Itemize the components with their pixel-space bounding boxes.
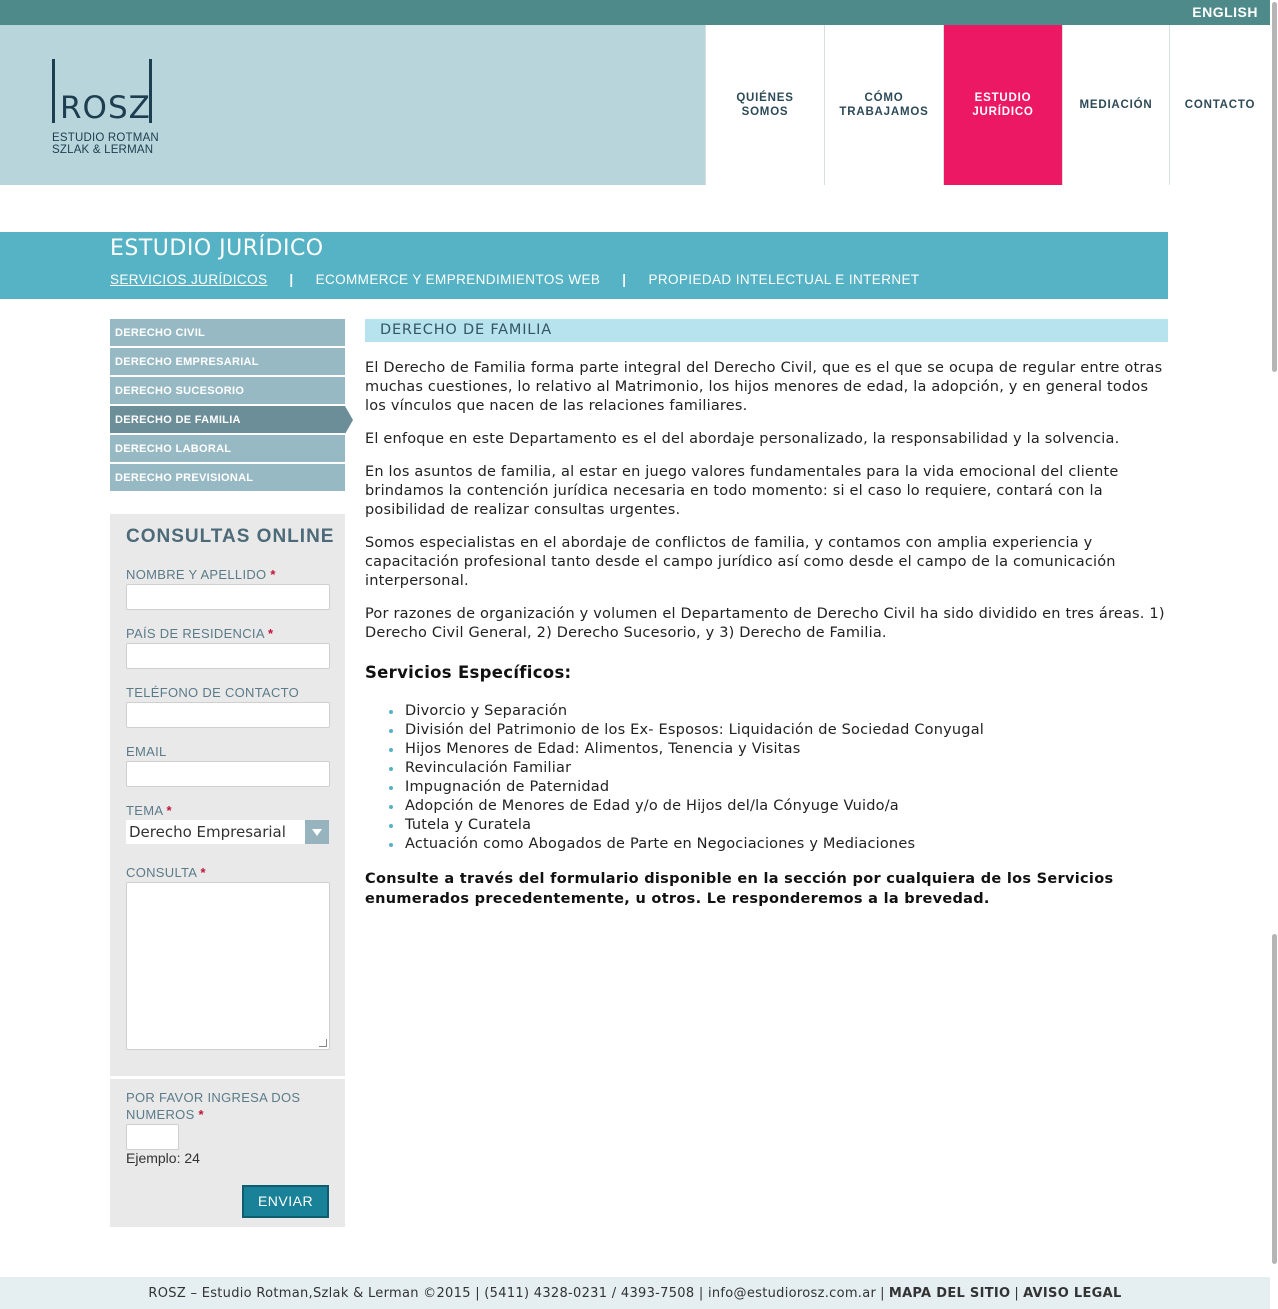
main-content [365,319,1168,909]
side-item-derecho-de-familia[interactable]: DERECHO DE FAMILIA [110,406,345,433]
topic-select[interactable] [126,820,329,844]
footer-sitemap-link[interactable]: MAPA DEL SITIO [888,1285,1011,1301]
subnav-separator: | [622,272,627,287]
services-list [365,702,1168,854]
service-item: Tutela y Curatela [389,816,1168,835]
sub-nav [110,272,920,287]
section-title: ESTUDIO JURÍDICO [110,236,324,261]
message-textarea[interactable] [126,882,330,1050]
resize-grip-icon[interactable] [319,1039,327,1047]
content-paragraph: Por razones de organización y volumen el Departamento de Derecho Civil ha sido dividido en tres áreas. 1) Derecho Civil General, 2) Derecho Sucesorio, y 3) Derecho de Familia. [365,606,1165,641]
required-mark: * [268,626,274,641]
subnav-servicios-juridicos[interactable]: SERVICIOS JURÍDICOS [110,272,268,287]
logo-subtitle [52,132,159,156]
name-input[interactable] [126,584,330,610]
logo-subtitle-line2: SZLAK & LERMAN [52,144,154,156]
nav-label: MEDIACIÓN [1079,99,1153,111]
content-paragraph: En los asuntos de familia, al estar en juego valores fundamentales para la vida emocional del cliente brindamos la contención jurídica necesaria en todo momento: si el caso lo requiere, contará con la posibilidad de realizar consultas urgentes. [365,464,1119,518]
content-paragraph: El enfoque en este Departamento es el del abordaje personalizado, la responsabilidad y la solvencia. [365,431,1120,447]
footer-legal-link[interactable]: AVISO LEGAL [1023,1285,1122,1301]
phone-input[interactable] [126,702,330,728]
service-item: Actuación como Abogados de Parte en Negociaciones y Mediaciones [389,835,1168,854]
contact-form [110,514,345,1076]
service-item: Revinculación Familiar [389,759,1168,778]
side-item-derecho-sucesorio[interactable]: DERECHO SUCESORIO [110,377,345,404]
captcha-label: POR FAVOR INGRESA DOS NUMEROS * [126,1090,301,1122]
footer-text: ROSZ – Estudio Rotman,Szlak & Lerman ©2015 | (5411) 4328-0231 / 4393-7508 | info@estudiorosz.com.ar [148,1285,877,1301]
captcha-panel [110,1079,345,1227]
service-item: Divorcio y Separación [389,702,1168,721]
logo-wordmark: ROSZ [60,90,151,126]
side-item-derecho-empresarial[interactable]: DERECHO EMPRESARIAL [110,348,345,375]
required-mark: * [270,567,276,582]
nav-label: JURÍDICO [972,106,1034,118]
footer-separator: | [1014,1285,1020,1301]
scrollbar-thumb[interactable] [1270,0,1278,375]
scrollbar-thumb-secondary[interactable] [1270,930,1278,1270]
content-paragraph: El Derecho de Familia forma parte integral del Derecho Civil, que es el que se ocupa de regular entre otras muchas cuestiones, lo relativo al Matrimonio, los hijos menores de edad, la adopción, y en general todos los vínculos que nacen de las relaciones familiares. [365,360,1163,414]
chevron-down-icon[interactable] [305,820,329,844]
service-item: Impugnación de Paternidad [389,778,1168,797]
closing-note: Consulte a través del formulario disponible en la sección por cualquiera de los Servicios enumerados precedentemente, u otros. Le responderemos a la brevedad. [365,871,1114,907]
nav-item-contacto[interactable] [1169,25,1270,185]
top-bar [0,0,1270,25]
required-mark: * [166,803,172,818]
nav-item-quienes-somos[interactable] [705,25,824,185]
phone-label: TELÉFONO DE CONTACTO [126,685,300,700]
service-item: Adopción de Menores de Edad y/o de Hijos del/la Cónyuge Vuido/a [389,797,1168,816]
services-title: Servicios Específicos: [365,663,572,682]
logo[interactable] [52,59,162,159]
message-label: CONSULTA * [126,865,206,880]
topic-select-value: Derecho Empresarial [129,823,286,841]
service-item: Hijos Menores de Edad: Alimentos, Tenencia y Visitas [389,740,1168,759]
country-label: PAÍS DE RESIDENCIA * [126,626,274,641]
footer-separator: | [880,1285,885,1301]
subnav-propiedad-intelectual[interactable]: PROPIEDAD INTELECTUAL E INTERNET [648,272,920,287]
nav-item-mediacion[interactable] [1062,25,1169,185]
footer [0,1277,1270,1309]
email-label: EMAIL [126,744,167,759]
nav-item-estudio-juridico[interactable] [943,25,1062,185]
form-title: CONSULTAS ONLINE [126,526,335,547]
captcha-example: Ejemplo: 24 [126,1150,200,1166]
name-label: NOMBRE Y APELLIDO * [126,567,276,582]
content-paragraph: Somos especialistas en el abordaje de conflictos de familia, y contamos con amplia experiencia y capacitación profesional tanto desde el campo jurídico así como desde el campo de la comunicación interpersonal. [365,535,1116,589]
content-heading: DERECHO DE FAMILIA [365,319,1168,342]
language-link-english[interactable]: ENGLISH [1192,4,1258,20]
service-item: División del Patrimonio de los Ex- Esposos: Liquidación de Sociedad Conyugal [389,721,1168,740]
required-mark: * [200,865,206,880]
captcha-input[interactable] [126,1124,179,1150]
nav-label: CÓMO [864,92,904,104]
submit-button[interactable]: ENVIAR [242,1185,329,1218]
nav-label: TRABAJAMOS [839,106,929,118]
country-input[interactable] [126,643,330,669]
nav-label: QUIÉNES [736,92,794,104]
side-item-derecho-laboral[interactable]: DERECHO LABORAL [110,435,345,462]
logo-left-bar [52,59,55,123]
nav-label: SOMOS [741,106,789,118]
email-input[interactable] [126,761,330,787]
logo-subtitle-line1: ESTUDIO ROTMAN [52,132,159,144]
required-mark: * [198,1107,204,1122]
nav-label: CONTACTO [1184,99,1256,111]
side-menu [110,319,345,493]
side-item-derecho-previsional[interactable]: DERECHO PREVISIONAL [110,464,345,491]
subnav-separator: | [289,272,294,287]
nav-label: ESTUDIO [974,92,1032,104]
nav-item-como-trabajamos[interactable] [824,25,943,185]
subnav-ecommerce[interactable]: ECOMMERCE Y EMPRENDIMIENTOS WEB [315,272,601,287]
topic-label: TEMA * [126,803,172,818]
main-nav [705,25,1270,185]
side-item-derecho-civil[interactable]: DERECHO CIVIL [110,319,345,346]
